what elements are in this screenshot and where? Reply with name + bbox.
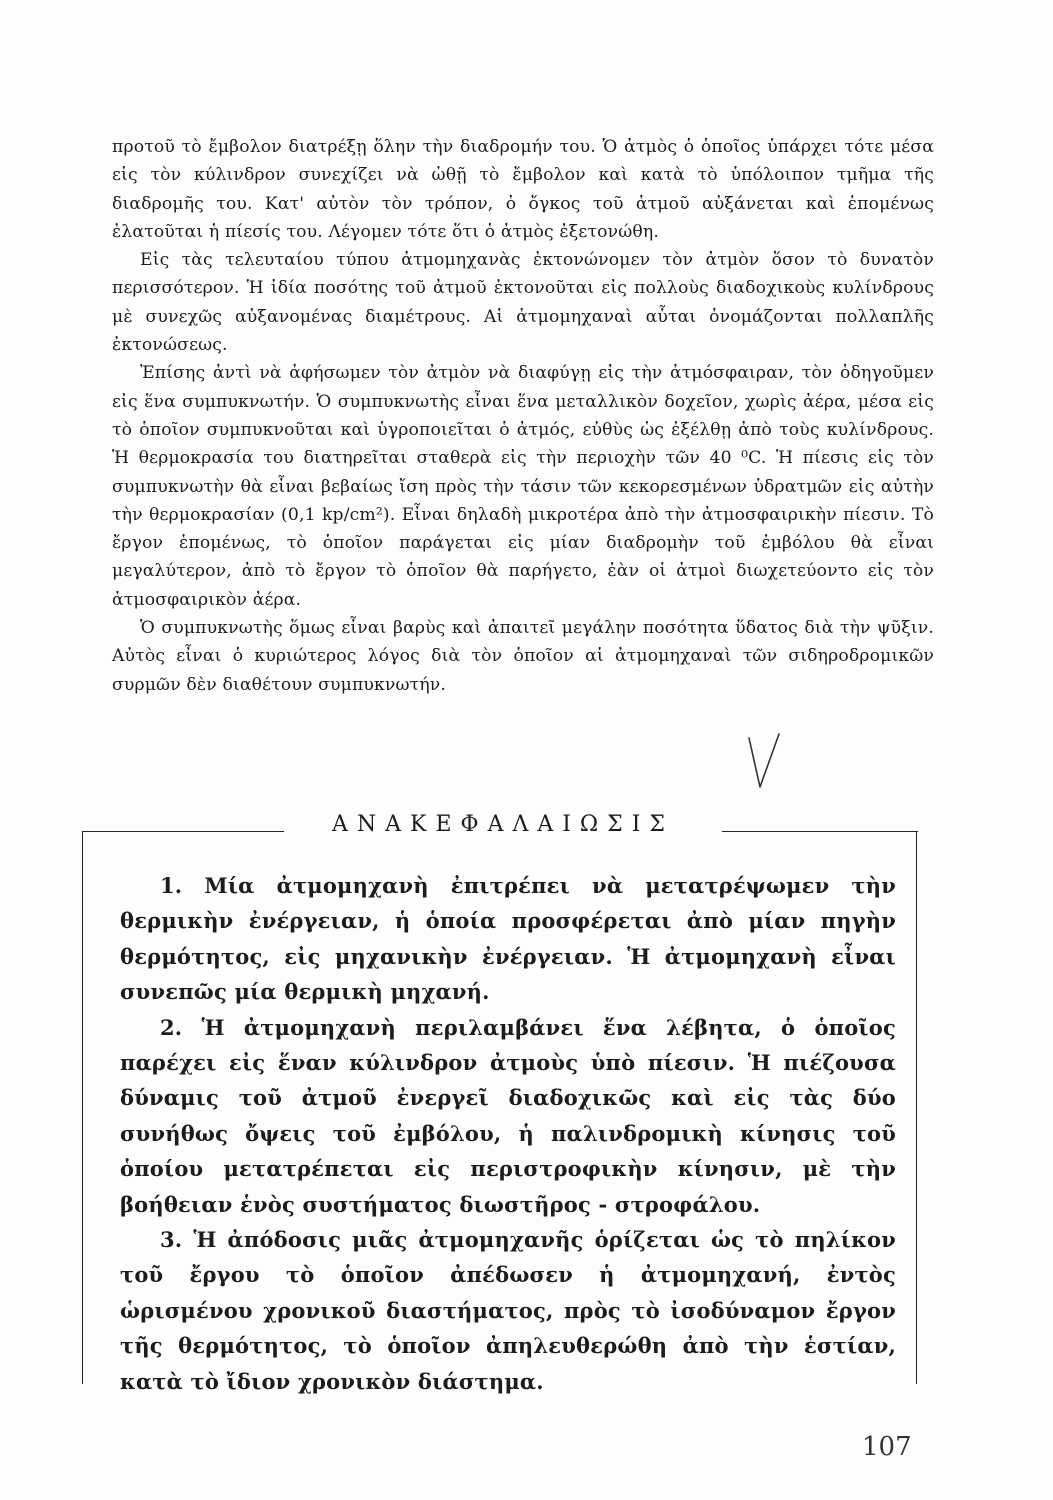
summary-box-left-border xyxy=(82,831,83,1384)
heading-rule-right xyxy=(722,831,918,832)
summary-heading xyxy=(82,810,918,846)
page-number: 107 xyxy=(862,1432,912,1462)
body-paragraph: Ὁ συμπυκνωτὴς ὅμως εἶναι βαρὺς καὶ ἀπαιτεῖ μεγάλην ποσότητα ὕδατος διὰ τὴν ψῦξιν. Αὐτὸς εἶναι ὁ κυριώτερος λόγος διὰ τὸν ὁποῖον αἱ ἀτμομηχαναὶ τῶν σιδηροδρομικῶν συρμῶν δὲν διαθέτουν συμπυκνωτήν. xyxy=(112,618,934,695)
summary-item: 1. Μία ἀτμομηχανὴ ἐπιτρέπει νὰ μετατρέψωμεν τὴν θερμικὴν ἐνέργειαν, ἡ ὁποία προσφέρεται ἀπὸ μίαν πηγὴν θερμότητος, εἰς μηχανικὴν ἐνέργειαν. Ἡ ἀτμομηχανὴ εἶναι συνεπῶς μία θερμικὴ μηχανή. xyxy=(120,873,896,1005)
body-text xyxy=(112,133,934,699)
summary-list xyxy=(120,868,896,1399)
summary-item: 3. Ἡ ἀπόδοσις μιᾶς ἀτμομηχανῆς ὁρίζεται ὡς τὸ πηλίκον τοῦ ἔργου τὸ ὁποῖον ἀπέδωσεν ἡ ἀτμομηχανή, ἐντὸς ὡρισμένου χρονικοῦ διαστήματος, πρὸς τὸ ἰσοδύναμον ἔργον τῆς θερμότητος, τὸ ὁποῖον ἀπηλευθερώθη ἀπὸ τὴν ἑστίαν, κατὰ τὸ ἴδιον χρονικὸν διάστημα. xyxy=(120,1227,896,1394)
summary-box-right-border xyxy=(916,831,917,1384)
summary-title: ΑΝΑΚΕΦΑΛΑΙΩΣΙΣ xyxy=(332,812,674,837)
heading-rule-left xyxy=(82,831,284,832)
body-paragraph: προτοῦ τὸ ἔμβολον διατρέξῃ ὅλην τὴν διαδρομήν του. Ὁ ἀτμὸς ὁ ὁποῖος ὑπάρχει τότε μέσα εἰς τὸν κύλινδρον συνεχίζει νὰ ὠθῇ τὸ ἔμβολον καὶ κατὰ τὸ ὑπόλοιπον τμῆμα τῆς διαδρομῆς του. Κατ' αὐτὸν τὸν τρόπον, ὁ ὄγκος τοῦ ἀτμοῦ αὐξάνεται καὶ ἑπομένως ἐλατοῦται ἡ πίεσίς του. Λέγομεν τότε ὅτι ὁ ἀτμὸς ἐξετονώθη. xyxy=(112,137,934,242)
body-paragraph: Ἐπίσης ἀντὶ νὰ ἀφήσωμεν τὸν ἀτμὸν νὰ διαφύγῃ εἰς τὴν ἀτμόσφαιραν, τὸν ὁδηγοῦμεν εἰς ἕνα συμπυκνωτήν. Ὁ συμπυκνωτὴς εἶναι ἕνα μεταλλικὸν δοχεῖον, χωρὶς ἀέρα, μέσα εἰς τὸ ὁποῖον συμπυκνοῦται καὶ ὑγροποιεῖται ὁ ἀτμός, εὐθὺς ὡς ἐξέλθῃ ἀπὸ τοὺς κυλίνδρους. Ἡ θερμοκρασία του διατηρεῖται σταθερὰ εἰς τὴν περιοχὴν τῶν 40 ⁰C. Ἡ πίεσις εἰς τὸν συμπυκνωτὴν θὰ εἶναι βεβαίως ἴση πρὸς τὴν τάσιν τῶν κεκορεσμένων ὑδρατμῶν εἰς αὐτὴν τὴν θερμοκρασίαν (0,1 kp/cm²). Εἶναι δηλαδὴ μικροτέρα ἀπὸ τὴν ἀτμοσφαιρικὴν πίεσιν. Τὸ ἔργον ἑπομένως, τὸ ὁποῖον παράγεται εἰς μίαν διαδρομὴν τοῦ ἐμβόλου θὰ εἶναι μεγαλύτερον, ἀπὸ τὸ ἔργον τὸ ὁποῖον θὰ παρήγετο, ἐὰν οἱ ἀτμοὶ διωχετεύοντο εἰς τὸν ἀτμοσφαιρικὸν ἀέρα. xyxy=(112,363,934,610)
body-paragraph: Εἰς τὰς τελευταίου τύπου ἀτμομηχανὰς ἐκτονώνομεν τὸν ἀτμὸν ὅσον τὸ δυνατὸν περισσότερον. Ἡ ἰδία ποσότης τοῦ ἀτμοῦ ἐκτονοῦται εἰς πολλοὺς διαδοχικοὺς κυλίνδρους μὲ συνεχῶς αὐξανομένας διαμέτρους. Αἱ ἀτμομηχαναὶ αὗται ὀνομάζονται πολλαπλῆς ἐκτονώσεως. xyxy=(112,250,934,356)
handwritten-check-mark xyxy=(746,732,782,792)
summary-item: 2. Ἡ ἀτμομηχανὴ περιλαμβάνει ἕνα λέβητα, ὁ ὁποῖος παρέχει εἰς ἕναν κύλινδρον ἀτμοὺς ὑπὸ πίεσιν. Ἡ πιέζουσα δύναμις τοῦ ἀτμοῦ ἐνεργεῖ διαδοχικῶς καὶ εἰς τὰς δύο συνήθως ὄψεις τοῦ ἐμβόλου, ἡ παλινδρομικὴ κίνησις τοῦ ὁποίου μετατρέπεται εἰς περιστροφικὴν κίνησιν, μὲ τὴν βοήθειαν ἑνὸς συστήματος διωστῆρος - στροφάλου. xyxy=(120,1014,896,1217)
